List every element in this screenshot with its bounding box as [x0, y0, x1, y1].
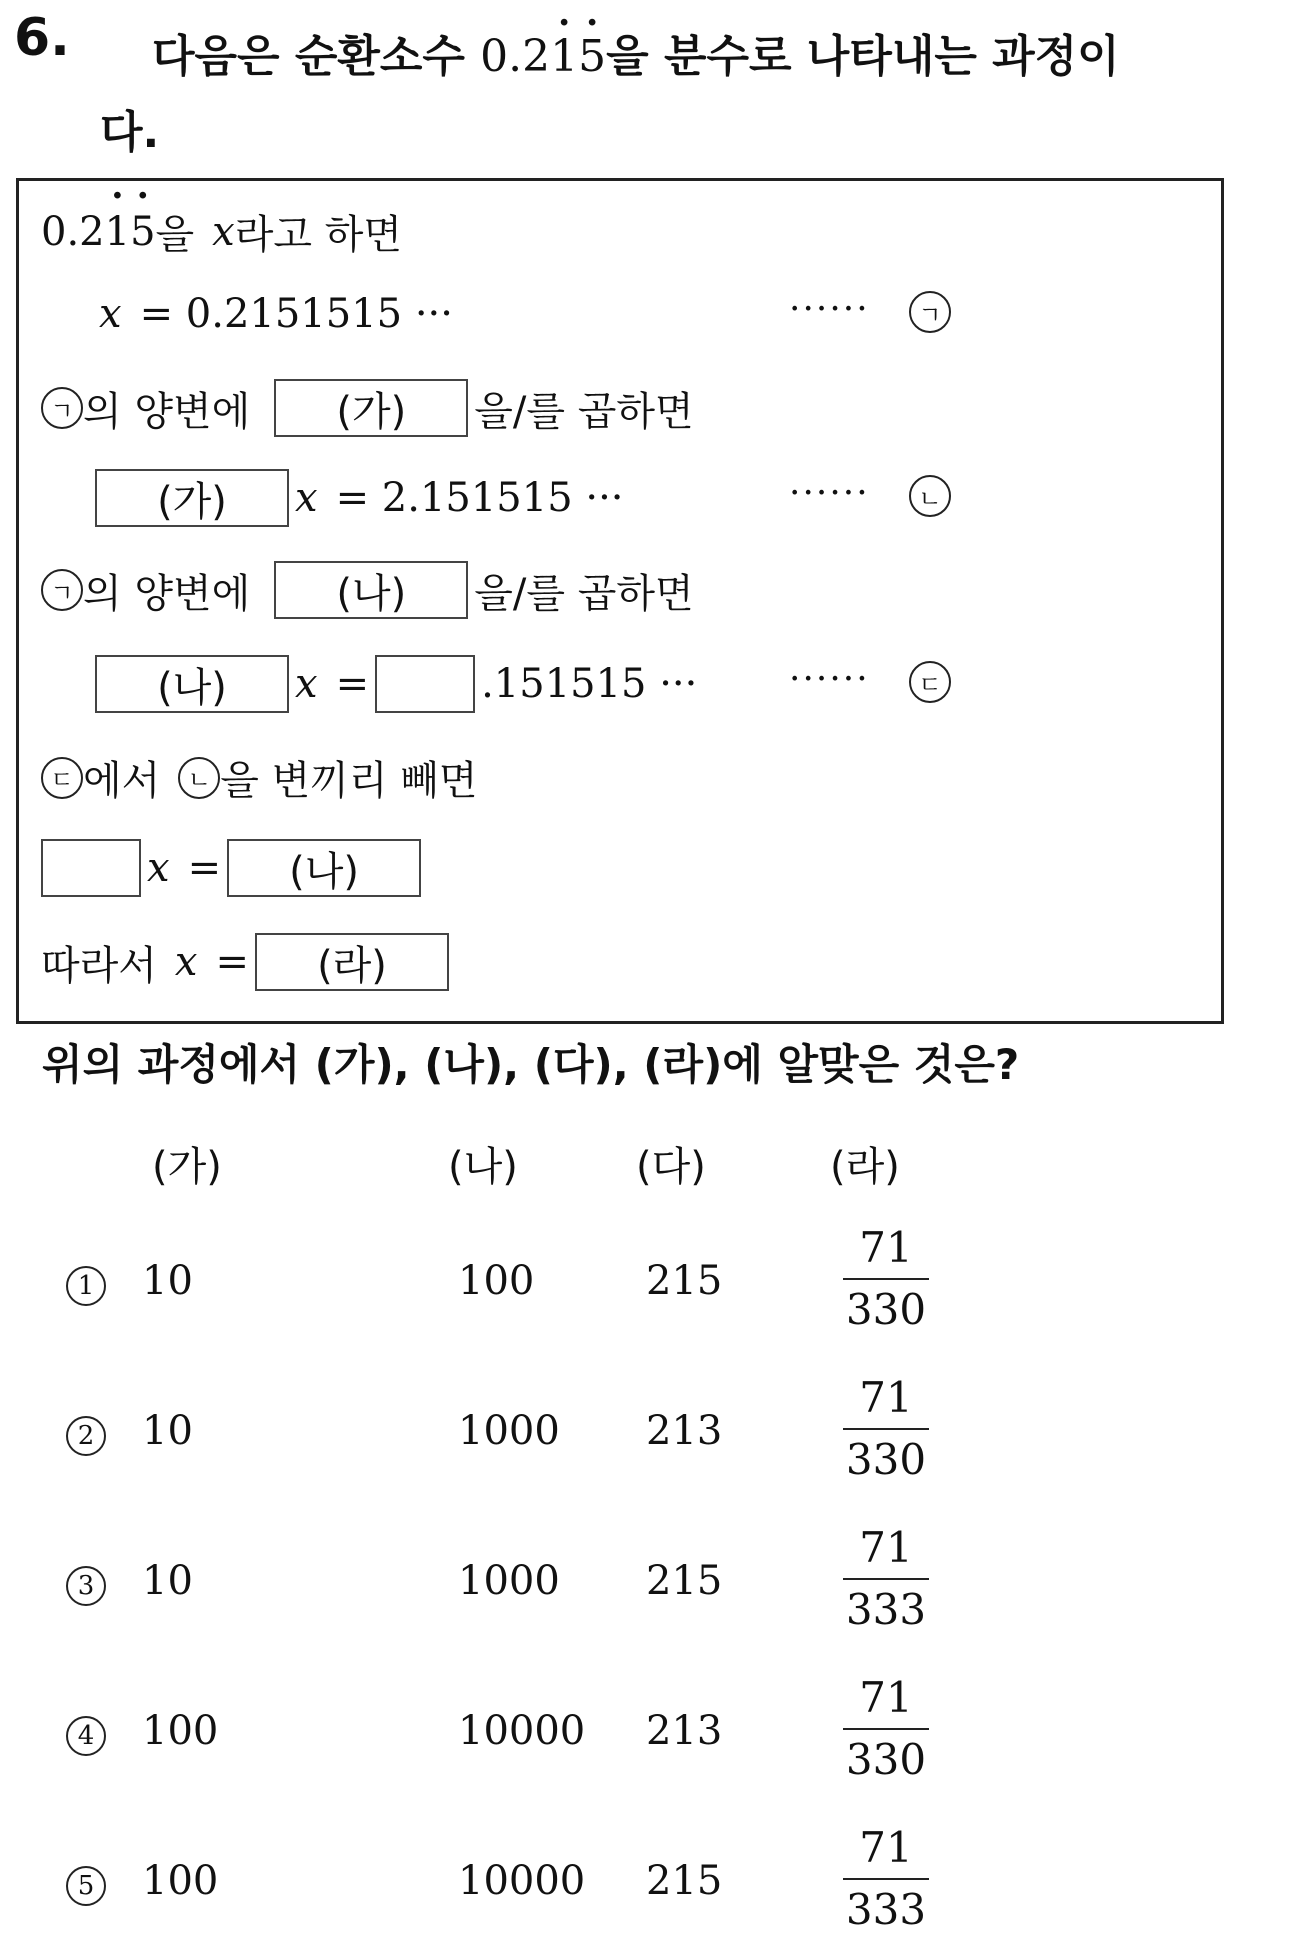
- option-1-ra-fraction: [843, 1224, 929, 1334]
- option-number[interactable]: 5: [66, 1866, 106, 1906]
- option-5-na: 10000: [458, 1858, 586, 1904]
- option-2-da: 213: [646, 1408, 723, 1454]
- circled-marker-giyeok: ㄱ: [909, 291, 951, 333]
- column-header-ga: (가): [152, 1144, 222, 1190]
- fraction-numerator: 71: [859, 1523, 913, 1572]
- equals-sign: =: [335, 661, 370, 707]
- option-5-ga: 100: [142, 1858, 219, 1904]
- option-3-na: 1000: [458, 1558, 560, 1604]
- option-number[interactable]: 2: [66, 1416, 106, 1456]
- fraction-denominator: 330: [845, 1435, 927, 1484]
- leader-dots: ······: [789, 473, 870, 514]
- option-1-ga: 10: [142, 1258, 193, 1304]
- blank-na: (나): [95, 655, 289, 713]
- fraction-denominator: 330: [845, 1735, 927, 1784]
- fraction-numerator: 71: [859, 1673, 913, 1722]
- marker-row: [909, 661, 951, 703]
- fraction-bar: [843, 1878, 929, 1880]
- decimal-dotted-digit-2: · 5: [130, 209, 155, 255]
- process-line-1: [41, 203, 402, 260]
- option-5-da: 215: [646, 1858, 723, 1904]
- option-number[interactable]: 3: [66, 1566, 106, 1606]
- line-9-text: 따라서: [41, 942, 157, 989]
- question-text-continued: 다.: [100, 107, 160, 158]
- circled-marker-digeut: ㄷ: [909, 661, 951, 703]
- blank-ga: (가): [95, 469, 289, 527]
- leader-dots: ······: [789, 289, 870, 330]
- marker-row: [909, 291, 951, 333]
- solution-process-box: [16, 178, 1224, 1024]
- line-7-text-2: 을 변끼리 빼면: [220, 758, 478, 804]
- equation-expression: .151515 ···: [481, 661, 698, 707]
- variable-x: x: [99, 291, 122, 337]
- line-1-rest: 라고 하면: [234, 212, 403, 258]
- fraction-numerator: 71: [859, 1223, 913, 1272]
- decimal-dotted-digit-2: · 5: [578, 18, 606, 96]
- option-4-na: 10000: [458, 1708, 586, 1754]
- line-5-after: 을/를 곱하면: [474, 570, 694, 617]
- circled-marker-nieun: ㄴ: [178, 757, 220, 799]
- line-5-text: 의 양변에: [83, 570, 251, 617]
- process-line-8: [41, 839, 427, 897]
- option-1-na: 100: [458, 1258, 535, 1304]
- line-7-text-1: 에서: [83, 758, 161, 804]
- option-1-da: 215: [646, 1258, 723, 1304]
- process-line-7: [41, 749, 478, 806]
- option-2-ra-fraction: [843, 1374, 929, 1484]
- option-3-ra-fraction: [843, 1524, 929, 1634]
- circled-marker-nieun: ㄴ: [909, 475, 951, 517]
- column-header-na: (나): [448, 1144, 518, 1190]
- question-prompt: 위의 과정에서 (가), (나), (다), (라)에 알맞은 것은?: [42, 1040, 1020, 1089]
- decimal-dotted-digit-1: · 1: [105, 209, 130, 255]
- leader-dots: ······: [789, 659, 870, 700]
- option-number[interactable]: 4: [66, 1716, 106, 1756]
- option-4-number-row[interactable]: [66, 1708, 106, 1756]
- blank-na: (나): [227, 839, 421, 897]
- question-text-pre: 다음은 순환소수: [152, 31, 481, 82]
- column-header-da: (다): [636, 1144, 706, 1190]
- equation-expression: = 2.151515 ···: [335, 475, 624, 521]
- equals-sign: =: [215, 939, 249, 985]
- decimal-prefix: 0.2: [480, 31, 551, 82]
- equation-expression: = 0.2151515 ···: [139, 291, 453, 337]
- process-line-6: [95, 655, 697, 713]
- blank-da: [41, 839, 141, 897]
- fraction-denominator: 333: [845, 1885, 927, 1934]
- fraction-bar: [843, 1428, 929, 1430]
- blank-na: (나): [274, 561, 468, 619]
- fraction-bar: [843, 1728, 929, 1730]
- option-2-na: 1000: [458, 1408, 560, 1454]
- repeating-decimal: [480, 31, 606, 82]
- option-4-ga: 100: [142, 1708, 219, 1754]
- option-1-number-row[interactable]: [66, 1258, 106, 1306]
- option-3-ga: 10: [142, 1558, 193, 1604]
- variable-x: x: [147, 845, 170, 891]
- circled-marker-giyeok: ㄱ: [41, 569, 83, 611]
- question-number: 6.: [14, 8, 70, 68]
- option-5-ra-fraction: [843, 1824, 929, 1934]
- process-line-3: [41, 379, 694, 437]
- fraction-bar: [843, 1578, 929, 1580]
- process-line-4: [95, 469, 624, 527]
- blank-da: [375, 655, 475, 713]
- variable-x: x: [212, 208, 235, 255]
- fraction-denominator: 333: [845, 1585, 927, 1634]
- question-text: [152, 18, 1252, 96]
- fraction-numerator: 71: [859, 1373, 913, 1422]
- variable-x: x: [295, 475, 318, 521]
- circled-marker-digeut: ㄷ: [41, 757, 83, 799]
- line-3-text: 의 양변에: [83, 388, 251, 435]
- decimal-dotted-digit-1: · 1: [550, 18, 578, 96]
- particle: 을: [155, 212, 195, 258]
- blank-ga: (가): [274, 379, 468, 437]
- option-4-ra-fraction: [843, 1674, 929, 1784]
- circled-marker-giyeok: ㄱ: [41, 387, 83, 429]
- question-text-post: 을 분수로 나타내는 과정이: [606, 31, 1120, 82]
- line-3-after: 을/를 곱하면: [474, 388, 694, 435]
- decimal-prefix: 0.2: [41, 208, 105, 255]
- column-header-ra: (라): [830, 1144, 900, 1190]
- process-line-5: [41, 561, 694, 619]
- option-number[interactable]: 1: [66, 1266, 106, 1306]
- option-5-number-row[interactable]: [66, 1858, 106, 1906]
- process-line-2: [99, 291, 453, 337]
- fraction-denominator: 330: [845, 1285, 927, 1334]
- option-2-number-row[interactable]: [66, 1408, 106, 1456]
- fraction-numerator: 71: [859, 1823, 913, 1872]
- option-3-number-row[interactable]: [66, 1558, 106, 1606]
- process-line-9: [41, 933, 455, 991]
- variable-x: x: [174, 939, 198, 985]
- option-3-da: 215: [646, 1558, 723, 1604]
- blank-ra: (라): [255, 933, 449, 991]
- equals-sign: =: [187, 845, 222, 891]
- variable-x: x: [295, 661, 318, 707]
- option-2-ga: 10: [142, 1408, 193, 1454]
- option-4-da: 213: [646, 1708, 723, 1754]
- marker-row: [909, 475, 951, 517]
- fraction-bar: [843, 1278, 929, 1280]
